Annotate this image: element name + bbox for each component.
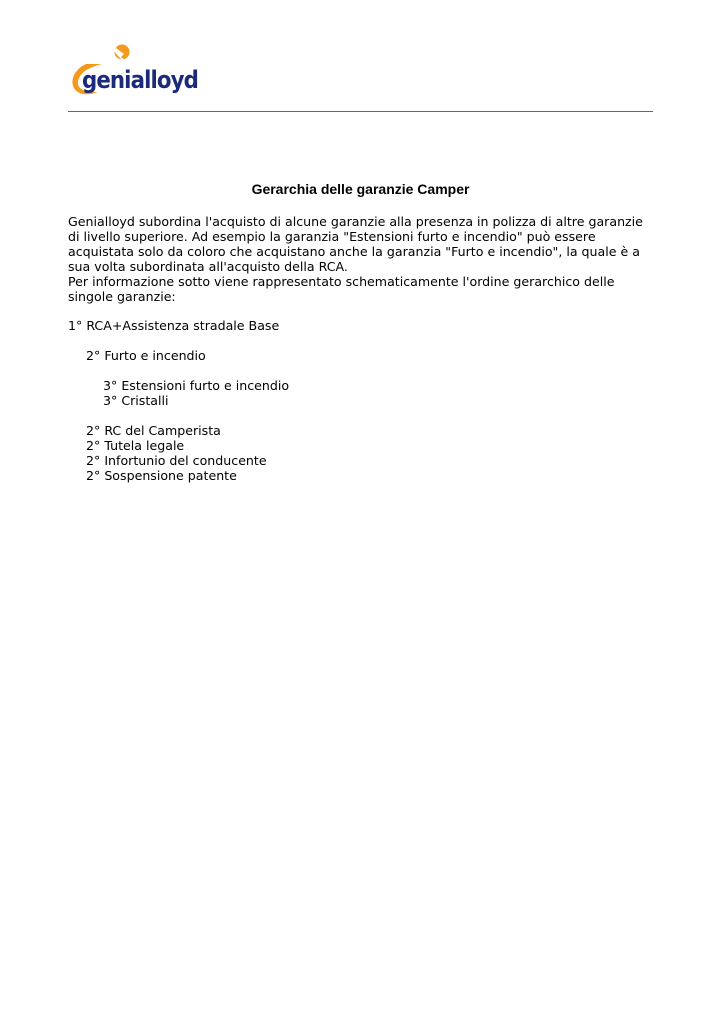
header-divider <box>68 111 653 112</box>
intro-paragraph <box>68 214 653 304</box>
genialloyd-logo <box>68 42 204 98</box>
list-item-level-3: 3° Estensioni furto e incendio <box>103 378 290 393</box>
list-item-level-3: 3° Cristalli <box>103 393 169 408</box>
list-item-level-2: 2° Infortunio del conducente <box>86 453 267 468</box>
list-item-level-1: 1° RCA+Assistenza stradale Base <box>68 318 280 333</box>
logo-wordmark: genialloyd <box>82 66 198 94</box>
list-item-level-2: 2° RC del Camperista <box>86 423 221 438</box>
list-item-level-2: 2° Tutela legale <box>86 438 185 453</box>
intro-text-info: Per informazione sotto viene rappresentato schematicamente l'ordine gerarchico delle singole garanzie: <box>68 274 615 304</box>
list-item-level-2: 2° Furto e incendio <box>86 348 206 363</box>
list-item-level-2: 2° Sospensione patente <box>86 468 237 483</box>
document-title: Gerarchia delle garanzie Camper <box>251 181 470 197</box>
intro-text: Genialloyd subordina l'acquisto di alcune garanzie alla presenza in polizza di altre garanzie di livello superiore. Ad esempio la garanzia "Estensioni furto e incendio" può essere acquistata solo da coloro che acquistano anche la garanzia "Furto e incendio", la quale è a sua volta subordinata all'acquisto della RCA. <box>68 214 643 274</box>
guarantee-hierarchy-list <box>68 318 289 483</box>
